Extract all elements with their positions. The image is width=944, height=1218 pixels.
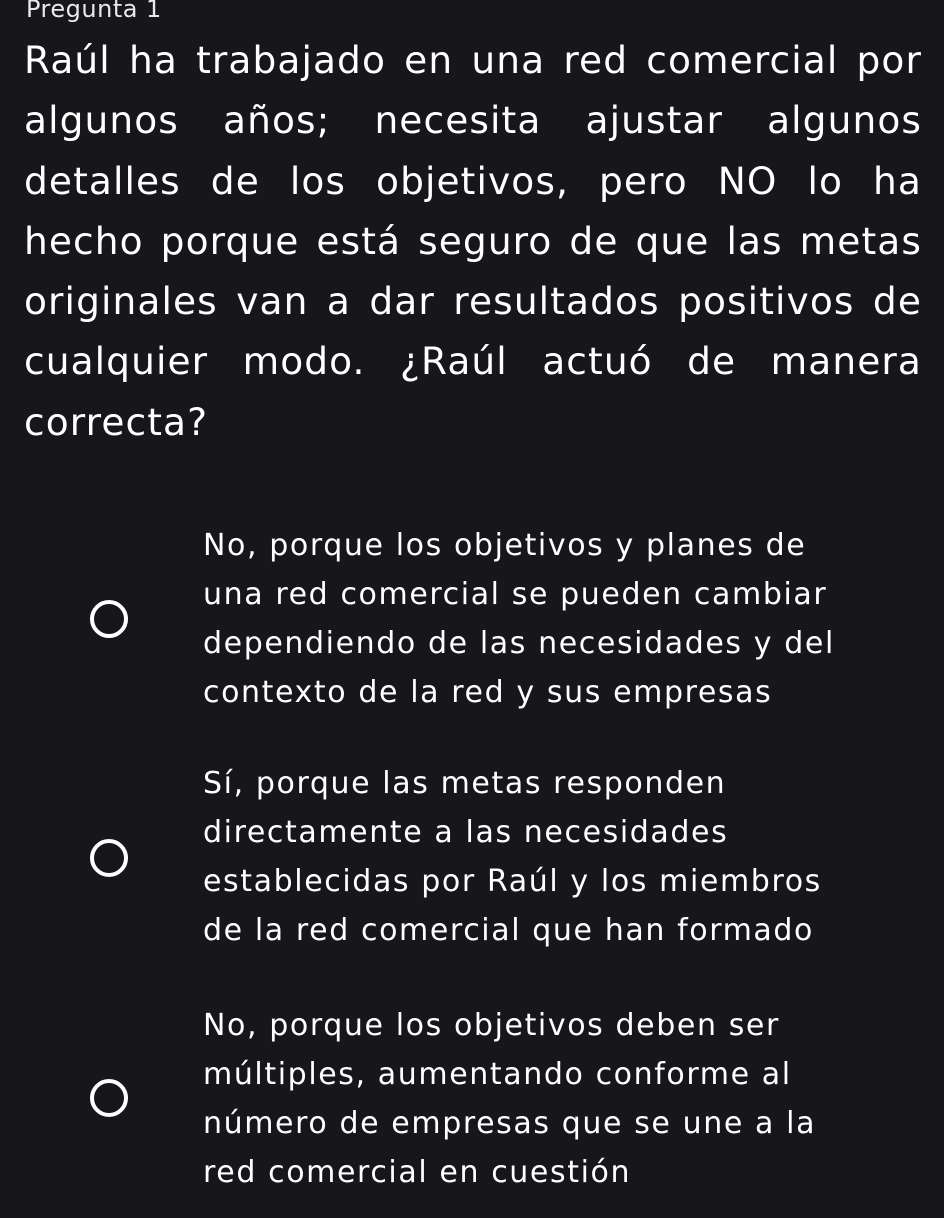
radio-button-2[interactable] xyxy=(90,839,128,877)
question-text: Raúl ha trabajado en una red comercial por algunos años; necesita ajustar algunos detalles de los objetivos, pero NO lo ha hecho porque está seguro de que las metas originales van a dar resultados positivos de cualquier modo. ¿Raúl actuó de manera correcta? xyxy=(24,38,922,444)
radio-button-3[interactable] xyxy=(90,1079,128,1117)
answer-option-3-text[interactable]: No, porque los objetivos deben ser múltiples, aumentando conforme al número de empresas que se une a la red comercial en cuestión xyxy=(203,1008,817,1190)
radio-button-1[interactable] xyxy=(90,600,128,638)
answer-option-2-text[interactable]: Sí, porque las metas responden directamente a las necesidades establecidas por Raúl y los miembros de la red comercial que han formado xyxy=(203,766,822,948)
answer-option-3[interactable] xyxy=(0,1000,944,1200)
answer-option-1-text[interactable]: No, porque los objetivos y planes de una red comercial se pueden cambiar dependiendo de las necesidades y del contexto de la red y sus empresas xyxy=(203,528,835,710)
answer-option-1[interactable] xyxy=(0,515,944,715)
answer-option-2[interactable] xyxy=(0,757,944,957)
question-number-label: Pregunta 1 xyxy=(26,0,162,23)
